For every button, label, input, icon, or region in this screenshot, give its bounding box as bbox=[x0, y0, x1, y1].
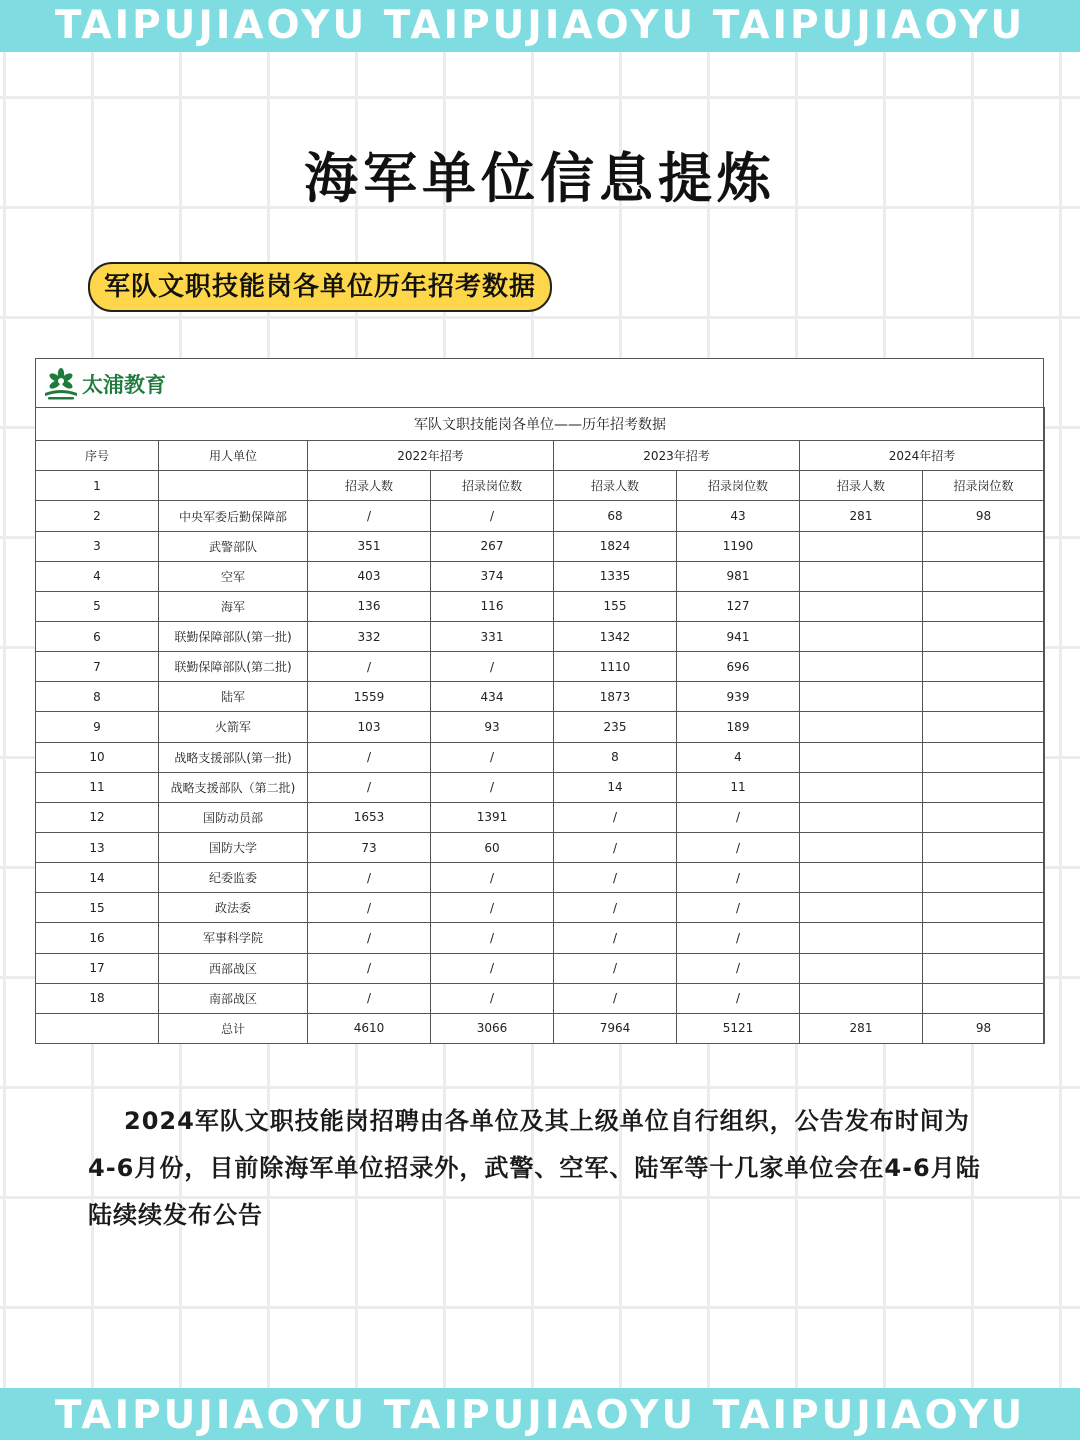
cell-2023-people: 235 bbox=[554, 712, 677, 742]
cell-2024-posts bbox=[923, 652, 1045, 682]
cell-2024-posts bbox=[923, 531, 1045, 561]
bottom-banner-text: TAIPUJIAOYU TAIPUJIAOYU TAIPUJIAOYU bbox=[54, 1393, 1026, 1438]
cell-2022-people: / bbox=[308, 772, 431, 802]
cell-2024-posts bbox=[923, 953, 1045, 983]
subheader-2022-posts: 招录岗位数 bbox=[431, 471, 554, 501]
cell-2022-posts: / bbox=[431, 983, 554, 1013]
cell-2023-people: 1824 bbox=[554, 531, 677, 561]
cell-2022-people: / bbox=[308, 983, 431, 1013]
cell-unit: 中央军委后勤保障部 bbox=[159, 501, 308, 531]
cell-2024-people bbox=[800, 531, 923, 561]
table-body bbox=[36, 501, 1045, 1044]
cell-2022-posts: / bbox=[431, 742, 554, 772]
cell-2022-people: / bbox=[308, 863, 431, 893]
table-caption: 军队文职技能岗各单位——历年招考数据 bbox=[36, 408, 1045, 441]
table-row bbox=[36, 953, 1045, 983]
cell-2024-people bbox=[800, 682, 923, 712]
cell-index: 15 bbox=[36, 893, 159, 923]
cell-2024-posts bbox=[923, 561, 1045, 591]
cell-2022-people: / bbox=[308, 953, 431, 983]
cell-2022-posts: / bbox=[431, 953, 554, 983]
cell-2022-people: / bbox=[308, 652, 431, 682]
cell-2022-posts: 434 bbox=[431, 682, 554, 712]
cell-2024-posts bbox=[923, 983, 1045, 1013]
cell-2024-posts bbox=[923, 772, 1045, 802]
recruitment-table bbox=[35, 407, 1045, 1044]
cell-2022-posts: / bbox=[431, 772, 554, 802]
logo-row bbox=[36, 359, 1043, 407]
cell-unit: 联勤保障部队(第二批) bbox=[159, 652, 308, 682]
cell-2022-people: 351 bbox=[308, 531, 431, 561]
cell-2023-posts: 127 bbox=[677, 591, 800, 621]
cell-index: 8 bbox=[36, 682, 159, 712]
subheader-index: 1 bbox=[36, 471, 159, 501]
cell-index: 18 bbox=[36, 983, 159, 1013]
header-2024: 2024年招考 bbox=[800, 441, 1045, 471]
cell-2023-people: 1342 bbox=[554, 622, 677, 652]
header-2023: 2023年招考 bbox=[554, 441, 800, 471]
cell-index: 12 bbox=[36, 802, 159, 832]
cell-2024-people: 281 bbox=[800, 1013, 923, 1043]
cell-2023-posts: / bbox=[677, 832, 800, 862]
cell-2024-people bbox=[800, 652, 923, 682]
cell-2023-people: 1110 bbox=[554, 652, 677, 682]
cell-unit: 南部战区 bbox=[159, 983, 308, 1013]
cell-2023-posts: / bbox=[677, 953, 800, 983]
cell-index: 16 bbox=[36, 923, 159, 953]
cell-index: 10 bbox=[36, 742, 159, 772]
cell-2023-people: / bbox=[554, 832, 677, 862]
cell-2023-posts: 696 bbox=[677, 652, 800, 682]
cell-unit: 西部战区 bbox=[159, 953, 308, 983]
cell-2023-people: 155 bbox=[554, 591, 677, 621]
cell-index: 9 bbox=[36, 712, 159, 742]
cell-2024-posts: 98 bbox=[923, 1013, 1045, 1043]
cell-2022-people: 1653 bbox=[308, 802, 431, 832]
cell-index bbox=[36, 1013, 159, 1043]
table-row bbox=[36, 712, 1045, 742]
cell-2024-posts bbox=[923, 622, 1045, 652]
table-header-row bbox=[36, 441, 1045, 471]
cell-2023-posts: 981 bbox=[677, 561, 800, 591]
cell-index: 3 bbox=[36, 531, 159, 561]
cell-index: 5 bbox=[36, 591, 159, 621]
subheader-2024-people: 招录人数 bbox=[800, 471, 923, 501]
cell-2022-posts: 267 bbox=[431, 531, 554, 561]
cell-2023-posts: 941 bbox=[677, 622, 800, 652]
cell-2022-people: / bbox=[308, 742, 431, 772]
table-row bbox=[36, 561, 1045, 591]
cell-2024-people bbox=[800, 622, 923, 652]
cell-2024-posts bbox=[923, 742, 1045, 772]
page-title: 海军单位信息提炼 bbox=[304, 147, 776, 210]
cell-2022-posts: / bbox=[431, 923, 554, 953]
cell-2023-people: / bbox=[554, 953, 677, 983]
cell-2024-people bbox=[800, 742, 923, 772]
top-banner bbox=[0, 0, 1080, 52]
cell-2022-people: / bbox=[308, 501, 431, 531]
cell-2023-people: / bbox=[554, 923, 677, 953]
cell-2022-people: 1559 bbox=[308, 682, 431, 712]
cell-2022-posts: 374 bbox=[431, 561, 554, 591]
subheader-unit bbox=[159, 471, 308, 501]
cell-2022-people: / bbox=[308, 893, 431, 923]
table-row bbox=[36, 923, 1045, 953]
top-banner-text: TAIPUJIAOYU TAIPUJIAOYU TAIPUJIAOYU bbox=[54, 3, 1026, 48]
header-index: 序号 bbox=[36, 441, 159, 471]
cell-2023-posts: / bbox=[677, 893, 800, 923]
subheader-2024-posts: 招录岗位数 bbox=[923, 471, 1045, 501]
cell-2023-people: / bbox=[554, 893, 677, 923]
cell-2022-posts: 60 bbox=[431, 832, 554, 862]
cell-2024-posts bbox=[923, 591, 1045, 621]
cell-unit: 海军 bbox=[159, 591, 308, 621]
cell-index: 13 bbox=[36, 832, 159, 862]
cell-2023-posts: 43 bbox=[677, 501, 800, 531]
cell-index: 4 bbox=[36, 561, 159, 591]
cell-2022-people: 403 bbox=[308, 561, 431, 591]
table-subheader-row bbox=[36, 471, 1045, 501]
cell-index: 11 bbox=[36, 772, 159, 802]
cell-2023-people: / bbox=[554, 983, 677, 1013]
subtitle-pill: 军队文职技能岗各单位历年招考数据 bbox=[88, 262, 552, 312]
cell-2023-posts: 939 bbox=[677, 682, 800, 712]
cell-unit: 纪委监委 bbox=[159, 863, 308, 893]
table-row bbox=[36, 772, 1045, 802]
cell-2023-people: / bbox=[554, 802, 677, 832]
cell-2024-posts bbox=[923, 712, 1045, 742]
cell-2023-people: 14 bbox=[554, 772, 677, 802]
subheader-2023-posts: 招录岗位数 bbox=[677, 471, 800, 501]
cell-2023-posts: 4 bbox=[677, 742, 800, 772]
cell-2023-posts: / bbox=[677, 983, 800, 1013]
table-row bbox=[36, 832, 1045, 862]
cell-2024-people bbox=[800, 923, 923, 953]
cell-2022-posts: / bbox=[431, 652, 554, 682]
cell-2023-people: / bbox=[554, 863, 677, 893]
header-2022: 2022年招考 bbox=[308, 441, 554, 471]
table-row bbox=[36, 742, 1045, 772]
cell-unit: 武警部队 bbox=[159, 531, 308, 561]
cell-2024-posts bbox=[923, 863, 1045, 893]
cell-unit: 军事科学院 bbox=[159, 923, 308, 953]
cell-unit: 火箭军 bbox=[159, 712, 308, 742]
cell-index: 7 bbox=[36, 652, 159, 682]
table-row bbox=[36, 863, 1045, 893]
table-row bbox=[36, 802, 1045, 832]
cell-2022-people: 73 bbox=[308, 832, 431, 862]
brand-logo bbox=[42, 367, 166, 401]
cell-unit: 陆军 bbox=[159, 682, 308, 712]
cell-2024-people bbox=[800, 591, 923, 621]
cell-2022-posts: 1391 bbox=[431, 802, 554, 832]
cell-2022-people: 332 bbox=[308, 622, 431, 652]
cell-unit: 国防动员部 bbox=[159, 802, 308, 832]
notice-paragraph: 2024军队文职技能岗招聘由各单位及其上级单位自行组织，公告发布时间为4-6月份，目前除海军单位招录外，武警、空军、陆军等十几家单位会在4-6月陆陆续续发布公告 bbox=[88, 1107, 981, 1229]
cell-2023-posts: 5121 bbox=[677, 1013, 800, 1043]
cell-index: 14 bbox=[36, 863, 159, 893]
table-row bbox=[36, 501, 1045, 531]
cell-2024-posts bbox=[923, 802, 1045, 832]
cell-2024-people bbox=[800, 983, 923, 1013]
cell-2023-people: 8 bbox=[554, 742, 677, 772]
table-row bbox=[36, 1013, 1045, 1043]
cell-2022-posts: 331 bbox=[431, 622, 554, 652]
cell-2023-people: 68 bbox=[554, 501, 677, 531]
table-row bbox=[36, 983, 1045, 1013]
cell-2022-posts: 116 bbox=[431, 591, 554, 621]
bottom-banner bbox=[0, 1388, 1080, 1440]
subheader-2023-people: 招录人数 bbox=[554, 471, 677, 501]
cell-2023-posts: 1190 bbox=[677, 531, 800, 561]
cell-2024-people bbox=[800, 893, 923, 923]
logo-text: 太浦教育 bbox=[82, 373, 166, 397]
table-row bbox=[36, 652, 1045, 682]
cell-2023-posts: 189 bbox=[677, 712, 800, 742]
cell-unit: 总计 bbox=[159, 1013, 308, 1043]
cell-2024-posts: 98 bbox=[923, 501, 1045, 531]
recruitment-table-card bbox=[35, 358, 1044, 1044]
cell-2024-posts bbox=[923, 923, 1045, 953]
subheader-2022-people: 招录人数 bbox=[308, 471, 431, 501]
table-row bbox=[36, 622, 1045, 652]
cell-2023-people: 1873 bbox=[554, 682, 677, 712]
cell-2022-people: 4610 bbox=[308, 1013, 431, 1043]
cell-2024-people bbox=[800, 953, 923, 983]
cell-unit: 空军 bbox=[159, 561, 308, 591]
taipu-leaf-logo-icon bbox=[42, 367, 80, 401]
cell-unit: 国防大学 bbox=[159, 832, 308, 862]
cell-2024-posts bbox=[923, 682, 1045, 712]
cell-2022-posts: 93 bbox=[431, 712, 554, 742]
table-row bbox=[36, 531, 1045, 561]
cell-2023-posts: / bbox=[677, 802, 800, 832]
cell-2022-posts: / bbox=[431, 863, 554, 893]
cell-index: 6 bbox=[36, 622, 159, 652]
cell-2024-people bbox=[800, 863, 923, 893]
cell-2022-people: 136 bbox=[308, 591, 431, 621]
cell-2023-posts: / bbox=[677, 923, 800, 953]
cell-2024-people bbox=[800, 561, 923, 591]
cell-2023-posts: / bbox=[677, 863, 800, 893]
table-row bbox=[36, 893, 1045, 923]
cell-unit: 战略支援部队（第二批) bbox=[159, 772, 308, 802]
table-row bbox=[36, 591, 1045, 621]
header-unit: 用人单位 bbox=[159, 441, 308, 471]
cell-unit: 战略支援部队(第一批) bbox=[159, 742, 308, 772]
cell-index: 17 bbox=[36, 953, 159, 983]
cell-2024-posts bbox=[923, 893, 1045, 923]
table-row bbox=[36, 682, 1045, 712]
cell-index: 2 bbox=[36, 501, 159, 531]
cell-2023-people: 1335 bbox=[554, 561, 677, 591]
cell-2024-people bbox=[800, 802, 923, 832]
cell-2022-posts: / bbox=[431, 501, 554, 531]
cell-2022-posts: / bbox=[431, 893, 554, 923]
cell-2022-posts: 3066 bbox=[431, 1013, 554, 1043]
cell-2022-people: 103 bbox=[308, 712, 431, 742]
cell-2023-people: 7964 bbox=[554, 1013, 677, 1043]
cell-2023-posts: 11 bbox=[677, 772, 800, 802]
cell-2024-people bbox=[800, 772, 923, 802]
cell-2024-posts bbox=[923, 832, 1045, 862]
cell-2024-people bbox=[800, 832, 923, 862]
cell-2024-people bbox=[800, 712, 923, 742]
cell-2022-people: / bbox=[308, 923, 431, 953]
cell-unit: 政法委 bbox=[159, 893, 308, 923]
cell-2024-people: 281 bbox=[800, 501, 923, 531]
cell-unit: 联勤保障部队(第一批) bbox=[159, 622, 308, 652]
